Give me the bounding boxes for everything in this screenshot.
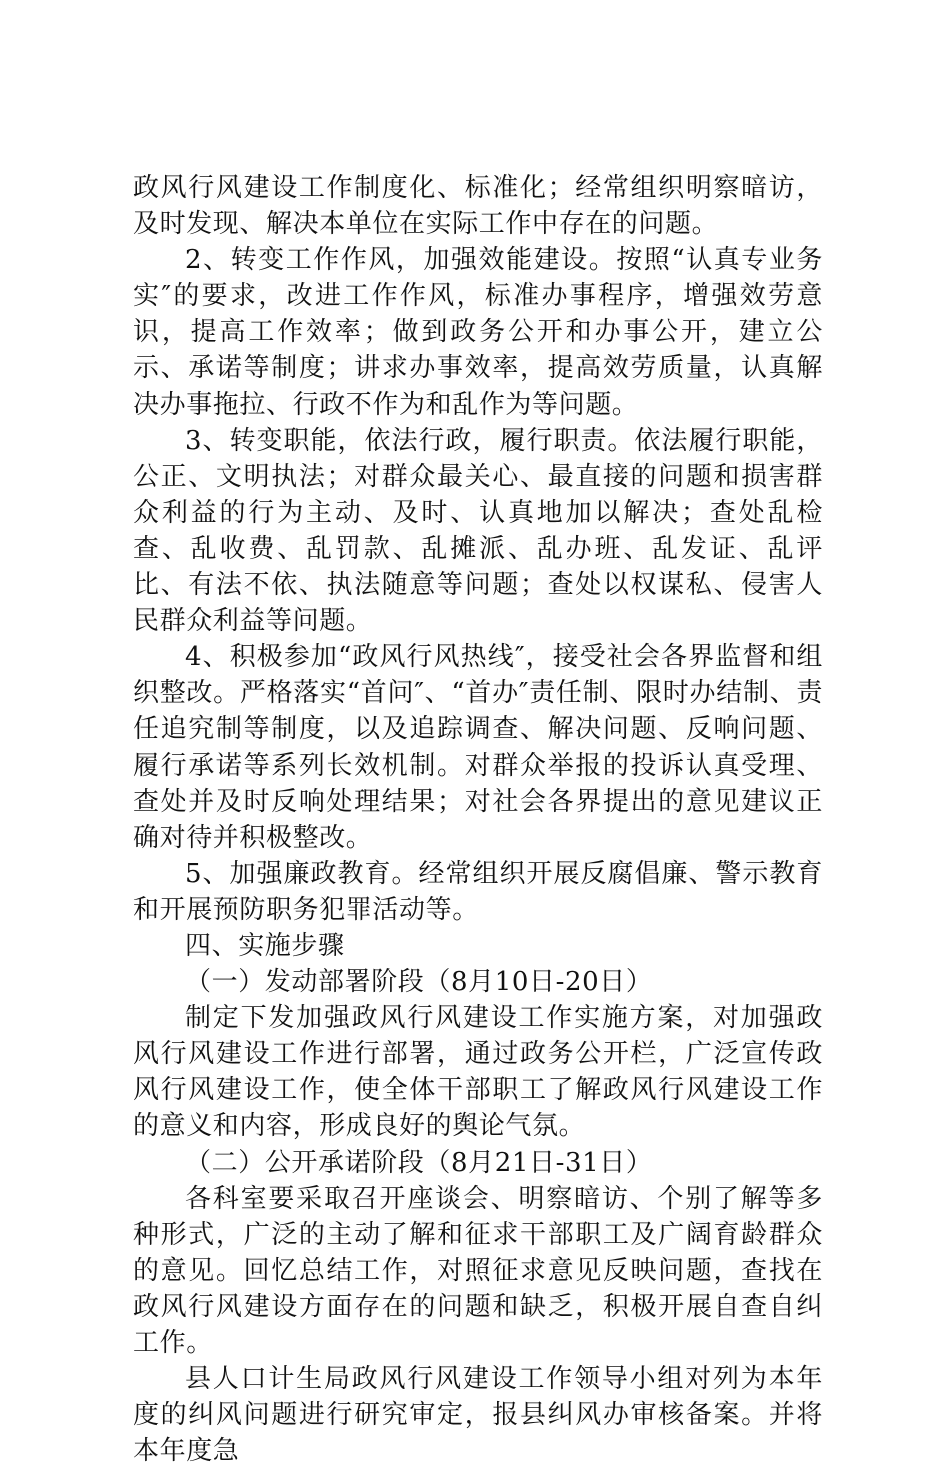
paragraph-continuation: 政风行风建设工作制度化、标准化；经常组织明察暗访，及时发现、解决本单位在实际工作中存在的问题。: [133, 173, 823, 240]
paragraph-item-3: 3、转变职能，依法行政，履行职责。依法履行职能，公正、文明执法；对群众最关心、最直接的问题和损害群众利益的行为主动、及时、认真地加以解决；查处乱检查、乱收费、乱罚款、乱摊派、乱办班、乱发证、乱评比、有法不依、执法随意等问题；查处以权谋私、侵害人民群众利益等问题。: [133, 425, 823, 637]
paragraph-phase-1: 制定下发加强政风行风建设工作实施方案，对加强政风行风建设工作进行部署，通过政务公开栏，广泛宣传政风行风建设工作，使全体干部职工了解政风行风建设工作的意义和内容，形成良好的舆论气氛。: [133, 1003, 823, 1142]
subheading-phase-2: （二）公开承诺阶段（8月21日-31日）: [185, 1147, 653, 1178]
paragraph-item-4: 4、积极参加“政风行风热线″，接受社会各界监督和组织整改。严格落实“首问″、“首办″责任制、限时办结制、责任追究制等制度，以及追踪调查、解决问题、反响问题、履行承诺等系列长效机制。对群众举报的投诉认真受理、查处并及时反响处理结果；对社会各界提出的意见建议正确对待并积极整改。: [133, 642, 823, 853]
paragraph-item-2: 2、转变工作作风，加强效能建设。按照“认真专业务实″的要求，改进工作作风，标准办事程序，增强效劳意识，提高工作效率；做到政务公开和办事公开，建立公示、承诺等制度；讲求办事效率，提高效劳质量，认真解决办事拖拉、行政不作为和乱作为等问题。: [133, 245, 823, 420]
section-heading-implementation-steps: 四、实施步骤: [185, 930, 345, 961]
subheading-phase-1: （一）发动部署阶段（8月10日-20日）: [185, 967, 653, 998]
paragraph-phase-2: 各科室要采取召开座谈会、明察暗访、个别了解等多种形式，广泛的主动了解和征求干部职工及广阔育龄群众的意见。回忆总结工作，对照征求意见反映问题，查找在政风行风建设方面存在的问题和缺乏，积极开展自查自纠工作。: [133, 1183, 823, 1358]
paragraph-item-5: 5、加强廉政教育。经常组织开展反腐倡廉、警示教育和开展预防职务犯罪活动等。: [133, 858, 823, 925]
document-body: [133, 170, 823, 1469]
paragraph-phase-2-review: 县人口计生局政风行风建设工作领导小组对列为本年度的纠风问题进行研究审定，报县纠风办审核备案。并将本年度急: [133, 1364, 823, 1467]
